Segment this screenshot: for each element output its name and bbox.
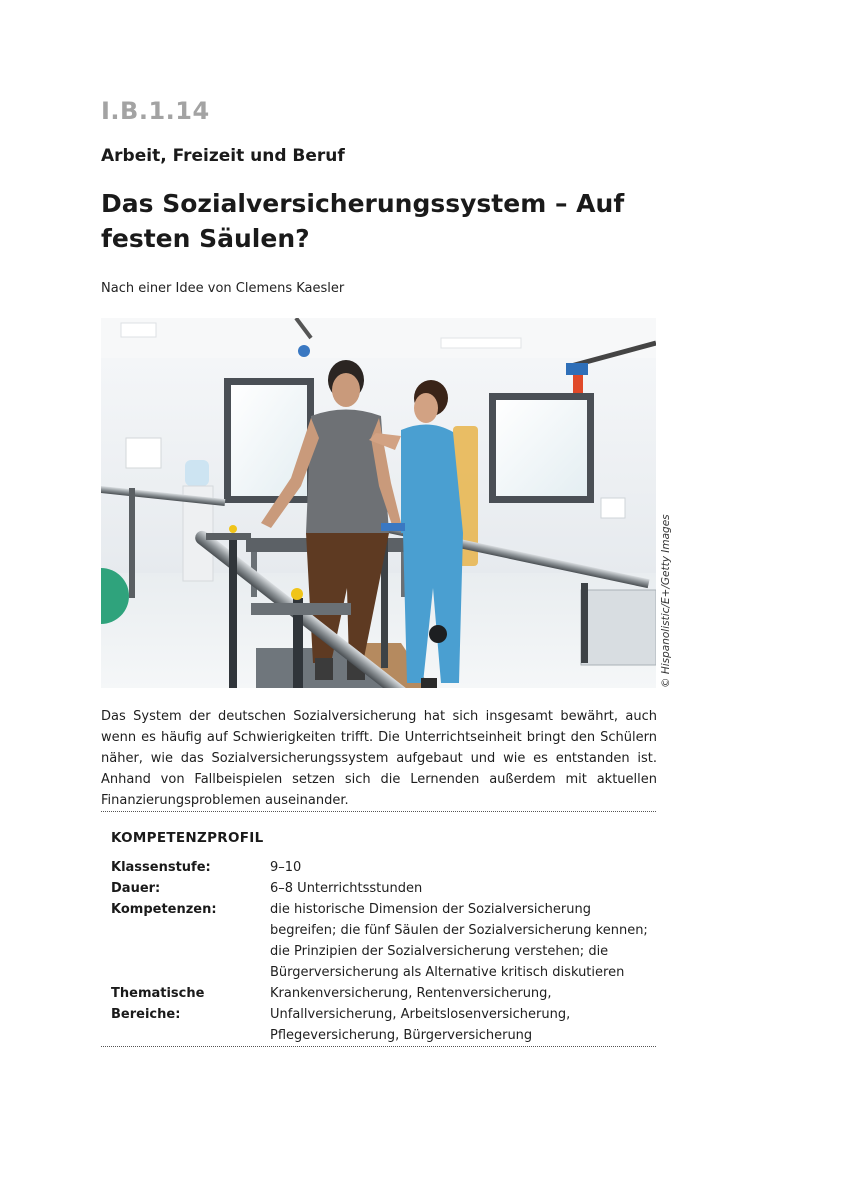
divider-top: [101, 811, 656, 812]
profile-row: [111, 899, 656, 983]
profile-heading: KOMPETENZPROFIL: [111, 830, 264, 846]
profile-row: [111, 878, 656, 899]
profile-value: Krankenversicherung, Rentenversicherung, Unfallversicherung, Arbeitslosenversicherung, Pflegeversicherung, Bürgerversicherung: [270, 986, 571, 1043]
category-heading: Arbeit, Freizeit und Beruf: [101, 146, 345, 166]
competence-profile-table: [111, 857, 656, 1046]
intro-paragraph: Das System der deutschen Sozialversicherung hat sich insgesamt bewährt, auch wenn es häufig auf Schwierigkeiten trifft. Die Unterrichtseinheit bringt den Schülern näher, wie das Sozialversicherungssystem aufgebaut und wie es entstanden ist. Anhand von Fallbeispielen setzen sich die Lernenden außerdem mit aktuellen Finanzierungsproblemen auseinander.: [101, 709, 657, 808]
profile-row: [111, 983, 656, 1046]
profile-label: Dauer:: [111, 881, 161, 896]
cover-photo: [101, 318, 656, 688]
page-title: Das Sozialversicherungssystem – Auf festen Säulen?: [101, 189, 625, 253]
profile-value: 6–8 Unterrichtsstunden: [270, 881, 423, 896]
unit-code: I.B.1.14: [101, 97, 210, 125]
profile-label: Klassenstufe:: [111, 860, 211, 875]
divider-bottom: [101, 1046, 656, 1047]
physiotherapy-illustration: [101, 318, 656, 688]
profile-row: [111, 857, 656, 878]
author-line: Nach einer Idee von Clemens Kaesler: [101, 281, 345, 296]
profile-label: Kompetenzen:: [111, 902, 217, 917]
profile-label: Thematische Bereiche:: [111, 986, 205, 1022]
profile-value: 9–10: [270, 860, 302, 875]
profile-value: die historische Dimension der Sozialversicherung begreifen; die fünf Säulen der Sozialversicherung kennen; die Prinzipien der Sozialversicherung verstehen; die Bürgerversicherung als Alternative kritisch diskutieren: [270, 902, 648, 980]
photo-credit: © Hispanolistic/E+/Getty Images: [660, 514, 672, 688]
